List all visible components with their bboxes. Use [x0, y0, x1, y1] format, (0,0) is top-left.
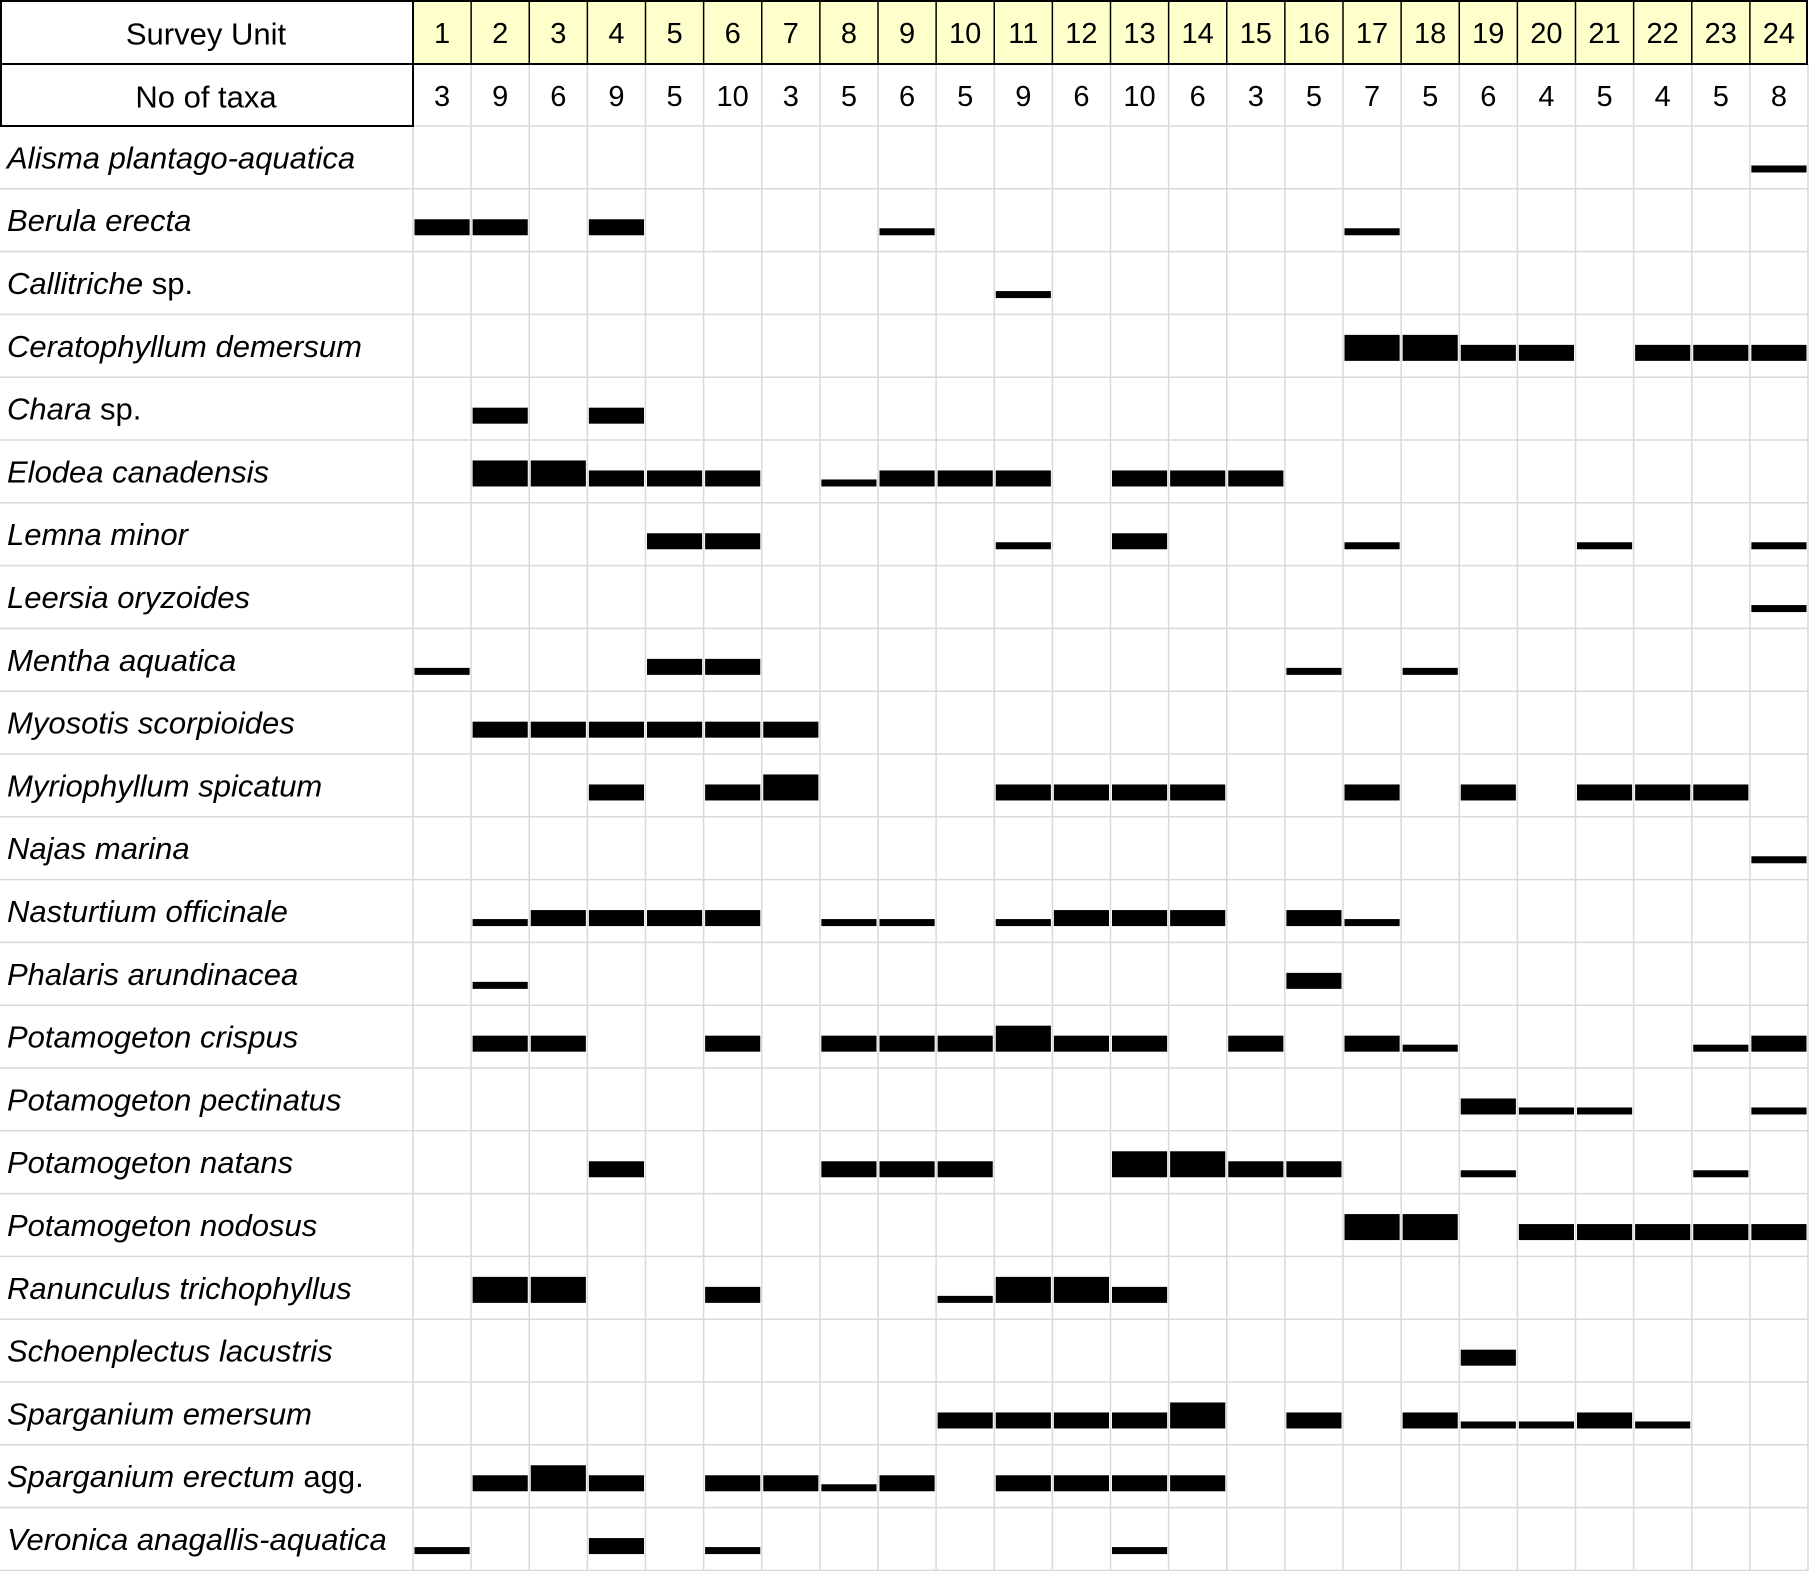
- abundance-bar: [1519, 1224, 1574, 1240]
- abundance-bar: [1751, 856, 1806, 863]
- abundance-bar: [1403, 1412, 1458, 1428]
- survey-unit-label: Survey Unit: [125, 16, 287, 52]
- survey-unit-number: 6: [724, 18, 741, 50]
- taxa-count: 6: [898, 81, 916, 113]
- abundance-bar: [1635, 1224, 1690, 1240]
- species-name: Sparganium emersum: [7, 1395, 312, 1431]
- abundance-bar: [1519, 1107, 1574, 1114]
- taxa-count: 5: [1596, 81, 1613, 113]
- abundance-bar: [589, 722, 644, 738]
- species-name: Veronica anagallis-aquatica: [7, 1521, 387, 1557]
- abundance-bar: [1286, 1412, 1341, 1428]
- abundance-bar: [705, 1287, 760, 1303]
- survey-unit-number: 14: [1181, 18, 1214, 50]
- taxa-count: 5: [1422, 81, 1439, 113]
- abundance-bar: [647, 659, 702, 675]
- survey-unit-number: 16: [1297, 18, 1331, 50]
- abundance-bar: [1577, 1412, 1632, 1428]
- species-name: Sparganium erectum agg.: [7, 1458, 364, 1494]
- abundance-bar: [1345, 542, 1400, 549]
- abundance-bar: [1054, 910, 1109, 926]
- taxa-count: 7: [1363, 81, 1381, 113]
- species-name: Potamogeton natans: [7, 1144, 294, 1180]
- abundance-bar: [1519, 1421, 1574, 1428]
- abundance-bar: [1635, 784, 1690, 800]
- abundance-bar: [1461, 1421, 1516, 1428]
- abundance-bar: [589, 1475, 644, 1491]
- abundance-bar: [473, 460, 528, 486]
- abundance-bar: [763, 1475, 818, 1491]
- abundance-bar: [705, 722, 760, 738]
- abundance-bar: [1577, 542, 1632, 549]
- abundance-bar: [1461, 784, 1516, 800]
- survey-unit-number: 2: [492, 18, 509, 50]
- abundance-bar: [473, 1277, 528, 1303]
- survey-unit-number: 3: [550, 18, 567, 50]
- abundance-bar: [1054, 784, 1109, 800]
- abundance-bar: [1054, 1036, 1109, 1052]
- abundance-bar: [531, 460, 586, 486]
- taxa-count: 5: [666, 81, 683, 113]
- abundance-bar: [531, 910, 586, 926]
- survey-unit-number: 12: [1065, 18, 1098, 50]
- survey-unit-number: 10: [949, 18, 982, 50]
- abundance-bar: [647, 722, 702, 738]
- abundance-bar: [1751, 1224, 1806, 1240]
- abundance-bar: [1693, 345, 1748, 361]
- abundance-bar: [1112, 1475, 1167, 1491]
- abundance-bar: [996, 1475, 1051, 1491]
- taxa-count: 5: [1305, 81, 1323, 113]
- taxa-count: 5: [840, 81, 858, 113]
- taxa-count: 6: [1480, 81, 1497, 113]
- abundance-bar: [1461, 1098, 1516, 1114]
- abundance-bar: [996, 542, 1051, 549]
- abundance-bar: [1751, 1107, 1806, 1114]
- abundance-bar: [473, 219, 528, 235]
- abundance-bar: [1345, 1214, 1400, 1240]
- abundance-bar: [647, 910, 702, 926]
- abundance-bar: [589, 784, 644, 800]
- abundance-bar: [1228, 1161, 1283, 1177]
- taxa-count: 10: [716, 81, 749, 113]
- survey-unit-number: 1: [433, 18, 451, 50]
- species-name: Potamogeton pectinatus: [7, 1081, 342, 1117]
- abundance-bar: [1577, 1107, 1632, 1114]
- taxa-count: 9: [492, 81, 509, 113]
- abundance-bar: [1345, 335, 1400, 361]
- abundance-bar: [1112, 1287, 1167, 1303]
- abundance-bar: [1403, 668, 1458, 675]
- survey-unit-number: 15: [1239, 18, 1272, 50]
- abundance-bar: [1170, 784, 1225, 800]
- survey-unit-number: 23: [1704, 18, 1737, 50]
- taxa-count: 9: [1015, 81, 1032, 113]
- survey-unit-number: 4: [608, 18, 625, 50]
- abundance-bar: [705, 1475, 760, 1491]
- abundance-bar: [1170, 1402, 1225, 1428]
- taxa-count: 10: [1123, 81, 1156, 113]
- abundance-bar: [1693, 784, 1748, 800]
- species-name: Najas marina: [7, 830, 190, 866]
- abundance-bar: [763, 774, 818, 800]
- abundance-bar: [1112, 1151, 1167, 1177]
- abundance-bar: [880, 919, 935, 926]
- abundance-bar: [1693, 1170, 1748, 1177]
- abundance-bar: [1693, 1224, 1748, 1240]
- taxa-count: 6: [550, 81, 567, 113]
- abundance-bar: [705, 910, 760, 926]
- abundance-bar: [938, 1036, 993, 1052]
- taxa-count: 3: [433, 81, 451, 113]
- taxa-count: 9: [608, 81, 625, 113]
- taxa-count: 5: [1712, 81, 1729, 113]
- taxa-count: 6: [1189, 81, 1206, 113]
- survey-unit-number: 22: [1646, 18, 1679, 50]
- abundance-bar: [415, 668, 470, 675]
- abundance-bar: [1751, 605, 1806, 612]
- species-name: Elodea canadensis: [7, 453, 269, 489]
- abundance-bar: [880, 470, 935, 486]
- abundance-bar: [821, 1161, 876, 1177]
- abundance-bar: [705, 1547, 760, 1554]
- abundance-bar: [1112, 533, 1167, 549]
- abundance-bar: [473, 982, 528, 989]
- abundance-bar: [821, 919, 876, 926]
- abundance-bar: [589, 910, 644, 926]
- abundance-bar: [1519, 345, 1574, 361]
- abundance-bar: [1112, 910, 1167, 926]
- abundance-bar: [1228, 1036, 1283, 1052]
- abundance-bar: [473, 1475, 528, 1491]
- abundance-bar: [589, 408, 644, 424]
- taxa-count: 4: [1654, 81, 1671, 113]
- abundance-bar: [880, 228, 935, 235]
- abundance-bar: [1751, 1036, 1806, 1052]
- abundance-bar: [589, 1538, 644, 1554]
- taxa-count: 4: [1538, 81, 1555, 113]
- abundance-bar: [1635, 1421, 1690, 1428]
- survey-unit-number: 13: [1123, 18, 1156, 50]
- species-name: Berula erecta: [7, 202, 192, 238]
- abundance-bar: [1286, 910, 1341, 926]
- no-of-taxa-label: No of taxa: [135, 79, 277, 115]
- abundance-bar: [821, 1036, 876, 1052]
- survey-unit-number: 8: [840, 18, 858, 50]
- abundance-bar: [1461, 1350, 1516, 1366]
- species-name: Ranunculus trichophyllus: [7, 1270, 352, 1306]
- taxa-count: 6: [1073, 81, 1090, 113]
- abundance-bar: [996, 291, 1051, 298]
- abundance-bar: [938, 1412, 993, 1428]
- abundance-bar: [415, 1547, 470, 1554]
- abundance-bar: [473, 722, 528, 738]
- survey-unit-number: 5: [666, 18, 683, 50]
- abundance-bar: [821, 479, 876, 486]
- abundance-bar: [996, 784, 1051, 800]
- abundance-bar: [763, 722, 818, 738]
- abundance-bar: [531, 1465, 586, 1491]
- abundance-bar: [1693, 1045, 1748, 1052]
- species-name: Alisma plantago-aquatica: [7, 139, 356, 175]
- survey-unit-number: 20: [1530, 18, 1563, 50]
- abundance-bar: [589, 470, 644, 486]
- abundance-bar: [1751, 542, 1806, 549]
- abundance-bar: [1112, 1412, 1167, 1428]
- abundance-bar: [938, 1161, 993, 1177]
- taxa-count: 3: [782, 81, 799, 113]
- abundance-bar: [996, 1026, 1051, 1052]
- species-name: Callitriche sp.: [7, 265, 194, 301]
- abundance-bar: [1635, 345, 1690, 361]
- abundance-bar: [880, 1036, 935, 1052]
- species-name: Chara sp.: [7, 391, 142, 427]
- species-name: Lemna minor: [7, 516, 188, 552]
- abundance-bar: [1577, 784, 1632, 800]
- abundance-bar: [1286, 973, 1341, 989]
- abundance-bar: [996, 919, 1051, 926]
- survey-unit-number: 7: [782, 18, 799, 50]
- abundance-bar: [705, 533, 760, 549]
- abundance-bar: [705, 784, 760, 800]
- abundance-bar: [1112, 1036, 1167, 1052]
- abundance-bar: [880, 1475, 935, 1491]
- abundance-bar: [996, 1412, 1051, 1428]
- abundance-bar: [415, 219, 470, 235]
- survey-unit-number: 19: [1472, 18, 1505, 50]
- taxa-count: 8: [1770, 81, 1788, 113]
- abundance-bar: [1461, 345, 1516, 361]
- abundance-bar: [1403, 1214, 1458, 1240]
- survey-unit-number: 18: [1414, 18, 1447, 50]
- survey-unit-number: 11: [1008, 18, 1039, 50]
- abundance-bar: [1345, 784, 1400, 800]
- survey-unit-number: 17: [1355, 18, 1389, 50]
- abundance-bar: [1054, 1412, 1109, 1428]
- species-name: Schoenplectus lacustris: [7, 1333, 333, 1369]
- species-name: Myriophyllum spicatum: [7, 767, 323, 803]
- abundance-bar: [1170, 910, 1225, 926]
- species-name: Potamogeton nodosus: [7, 1207, 318, 1243]
- abundance-bar: [1228, 470, 1283, 486]
- abundance-bar: [938, 470, 993, 486]
- abundance-bar: [647, 470, 702, 486]
- abundance-bar: [647, 533, 702, 549]
- abundance-bar: [589, 219, 644, 235]
- species-name: Phalaris arundinacea: [7, 956, 299, 992]
- abundance-bar: [1345, 228, 1400, 235]
- abundance-bar: [1170, 1475, 1225, 1491]
- survey-unit-number: 24: [1762, 18, 1796, 50]
- abundance-bar: [1751, 165, 1806, 172]
- abundance-bar: [1403, 335, 1458, 361]
- abundance-bar: [531, 1277, 586, 1303]
- taxa-count: 5: [957, 81, 974, 113]
- abundance-bar: [996, 1277, 1051, 1303]
- species-name: Nasturtium officinale: [7, 893, 288, 929]
- species-name: Myosotis scorpioides: [7, 705, 295, 741]
- abundance-bar: [473, 919, 528, 926]
- abundance-bar: [705, 1036, 760, 1052]
- species-name: Ceratophyllum demersum: [7, 328, 362, 364]
- taxa-count: 3: [1247, 81, 1264, 113]
- abundance-bar: [1461, 1170, 1516, 1177]
- abundance-bar: [1170, 470, 1225, 486]
- abundance-bar: [1112, 784, 1167, 800]
- abundance-bar: [996, 470, 1051, 486]
- abundance-bar: [1345, 1036, 1400, 1052]
- abundance-bar: [1054, 1475, 1109, 1491]
- species-name: Potamogeton crispus: [7, 1019, 299, 1055]
- abundance-bar: [821, 1484, 876, 1491]
- abundance-bar: [1286, 668, 1341, 675]
- abundance-bar: [1170, 1151, 1225, 1177]
- abundance-bar: [1054, 1277, 1109, 1303]
- abundance-bar: [705, 659, 760, 675]
- abundance-bar: [531, 1036, 586, 1052]
- abundance-bar: [473, 408, 528, 424]
- abundance-bar: [531, 722, 586, 738]
- species-name: Leersia oryzoides: [7, 579, 250, 615]
- abundance-bar: [1751, 345, 1806, 361]
- abundance-bar: [1577, 1224, 1632, 1240]
- abundance-bar: [473, 1036, 528, 1052]
- species-name: Mentha aquatica: [7, 642, 237, 678]
- abundance-bar: [589, 1161, 644, 1177]
- abundance-bar: [1112, 470, 1167, 486]
- abundance-bar: [880, 1161, 935, 1177]
- abundance-bar: [1403, 1045, 1458, 1052]
- survey-unit-number: 21: [1588, 18, 1621, 50]
- abundance-bar: [1286, 1161, 1341, 1177]
- abundance-bar: [938, 1296, 993, 1303]
- abundance-bar: [1345, 919, 1400, 926]
- abundance-bar: [705, 470, 760, 486]
- abundance-bar: [1112, 1547, 1167, 1554]
- survey-unit-number: 9: [898, 18, 916, 50]
